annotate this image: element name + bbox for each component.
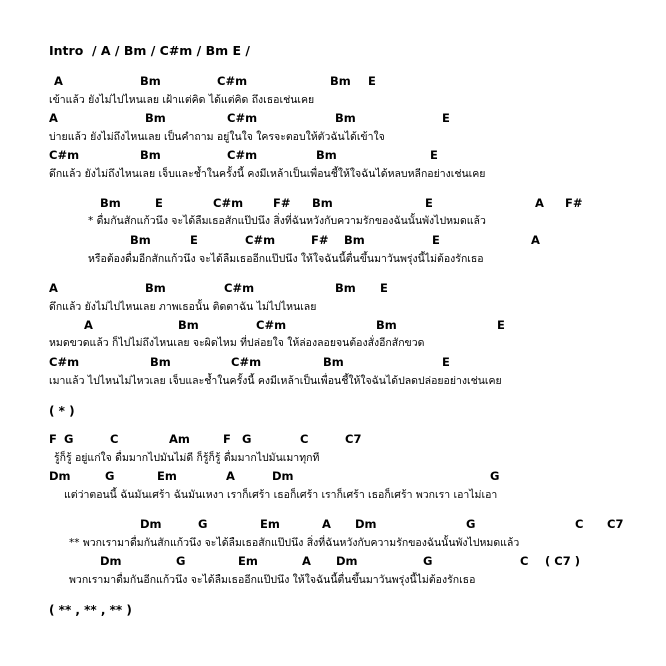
chord: E (190, 233, 198, 247)
chord: G (105, 469, 115, 483)
lyric-line: หมดขวดแล้ว ก็ไปไม่ถึงไหนเลย จะผิดไหม ที่ปล่อยใจ ให้ล่องลอยจนต้องสั่งอีกสักขวด (49, 337, 425, 349)
chord: Dm (272, 469, 294, 483)
chord: A (49, 111, 58, 125)
chord: Dm (100, 554, 122, 568)
lyric-line: * ดื่มกันสักแก้วนึง จะได้ลืมเธอสักแป๊ปนึง สิ่งที่ฉันหวังกับความรักของฉันนั้นพังไปหมดแล้ว (88, 215, 486, 227)
chord: Bm (140, 148, 161, 162)
chord: A (531, 233, 540, 247)
lyric-line: บ่ายแล้ว ยังไม่ถึงไหนเลย เป็นคำถาม อยู่ในใจ ใครจะตอบให้ตัวฉันได้เข้าใจ (49, 131, 385, 143)
lyric-line: รู้ก็รู้ อยู่แก่ใจ ดื่มมากไปมันไม่ดี ก็รู้ก็รู้ ดื่มมากไปมันเมาทุกที (54, 452, 320, 464)
chord: Em (238, 554, 258, 568)
chord: Em (260, 517, 280, 531)
chord: F# (273, 196, 291, 210)
chord: G (242, 432, 252, 446)
chord: A (535, 196, 544, 210)
chord: C#m (49, 355, 80, 369)
chord: E (432, 233, 440, 247)
lyric-line: พวกเรามาดื่มกันอีกแก้วนึง จะได้ลืมเธออีกแป๊ปนึง ให้ใจฉันนี้ตื่นขึ้นมาวันพรุ่งนี้ไม่ต้องรักเธอ (69, 574, 476, 586)
lyric-line: ** พวกเรามาดื่มกันสักแก้วนึง จะได้ลืมเธอสักแป๊ปนึง สิ่งที่ฉันหวังกับความรักของฉันนั้นพังไปหมดแล้ว (69, 537, 520, 549)
chord: Dm (49, 469, 71, 483)
chord: Bm (344, 233, 365, 247)
chord: C#m (231, 355, 262, 369)
chord: F (223, 432, 231, 446)
chord: Dm (336, 554, 358, 568)
chord: Bm (178, 318, 199, 332)
chord: Bm (145, 281, 166, 295)
lyric-line: แต่ว่าตอนนี้ ฉันมันเศร้า ฉันมันเหงา เราก็เศร้า เธอก็เศร้า เราก็เศร้า เธอก็เศร้า พวกเรา เอาไม่เอา (64, 489, 498, 501)
repeat-marker: ( ** , ** , ** ) (49, 603, 132, 617)
lyric-line: เข้าแล้ว ยังไม่ไปไหนเลย เฝ้าแต่คิด ได้แต่คิด ถึงเธอเช่นเคย (49, 94, 315, 106)
repeat-marker: ( * ) (49, 404, 75, 418)
chord: E (442, 355, 450, 369)
chord: C (110, 432, 119, 446)
chord: A (226, 469, 235, 483)
chord: Bm (335, 111, 356, 125)
chord: G (176, 554, 186, 568)
chord: Bm (316, 148, 337, 162)
chord: E (497, 318, 505, 332)
chord: Bm (335, 281, 356, 295)
chord: Bm (323, 355, 344, 369)
chord: C#m (49, 148, 80, 162)
chord: Bm (145, 111, 166, 125)
chord: C (300, 432, 309, 446)
chord: Bm (100, 196, 121, 210)
chord: C#m (245, 233, 276, 247)
chord: E (425, 196, 433, 210)
chord: C (575, 517, 584, 531)
lyric-line: เมาแล้ว ไปไหนไม่ไหวเลย เจ็บและช้ำในครั้งนี้ คงมีเหล้าเป็นเพื่อนชี้ให้ใจฉันได้ปลดปล่อยอย่างเช่นเคย (49, 375, 502, 387)
chord: Bm (376, 318, 397, 332)
chord: Bm (150, 355, 171, 369)
chord: Dm (355, 517, 377, 531)
chord: Em (157, 469, 177, 483)
chord: Am (169, 432, 190, 446)
chord: C#m (227, 148, 258, 162)
chord: C#m (217, 74, 248, 88)
chord: Bm (312, 196, 333, 210)
chord: A (84, 318, 93, 332)
lyric-line: หรือต้องดื่มอีกสักแก้วนึง จะได้ลืมเธออีกแป๊ปนึง ให้ใจฉันนี้ตื่นขึ้นมาวันพรุ่งนี้ไม่ต้องรักเธอ (88, 253, 484, 265)
chord: A (54, 74, 63, 88)
chord: A (49, 281, 58, 295)
chord: C7 (607, 517, 624, 531)
lyric-line: ดึกแล้ว ยังไม่ถึงไหนเลย เจ็บและช้ำในครั้งนี้ คงมีเหล้าเป็นเพื่อนชี้ให้ใจฉันได้หลบหลีกอย่างเช่นเคย (49, 168, 486, 180)
chord: G (466, 517, 476, 531)
chord: G (490, 469, 500, 483)
chord: A (302, 554, 311, 568)
chord: E (380, 281, 388, 295)
chord: A (322, 517, 331, 531)
chord: F# (311, 233, 329, 247)
chord: C#m (224, 281, 255, 295)
chord: Bm (130, 233, 151, 247)
chord: G (423, 554, 433, 568)
chord: C#m (213, 196, 244, 210)
intro-line: Intro / A / Bm / C#m / Bm E / (49, 43, 250, 58)
chord: F (49, 432, 57, 446)
chord: Bm (330, 74, 351, 88)
lyric-line: ดึกแล้ว ยังไม่ไปไหนเลย ภาพเธอนั้น ติดตาฉัน ไม่ไปไหนเลย (49, 301, 317, 313)
chord: F# (565, 196, 583, 210)
chord: C (520, 554, 529, 568)
chord: G (64, 432, 74, 446)
chord: C#m (256, 318, 287, 332)
chord: Bm (140, 74, 161, 88)
chord: E (368, 74, 376, 88)
chord: C#m (227, 111, 258, 125)
chord: E (442, 111, 450, 125)
chord: E (430, 148, 438, 162)
chord: Dm (140, 517, 162, 531)
chord: E (155, 196, 163, 210)
chord: C7 (345, 432, 362, 446)
chord: G (198, 517, 208, 531)
chord: ( C7 ) (545, 554, 580, 568)
